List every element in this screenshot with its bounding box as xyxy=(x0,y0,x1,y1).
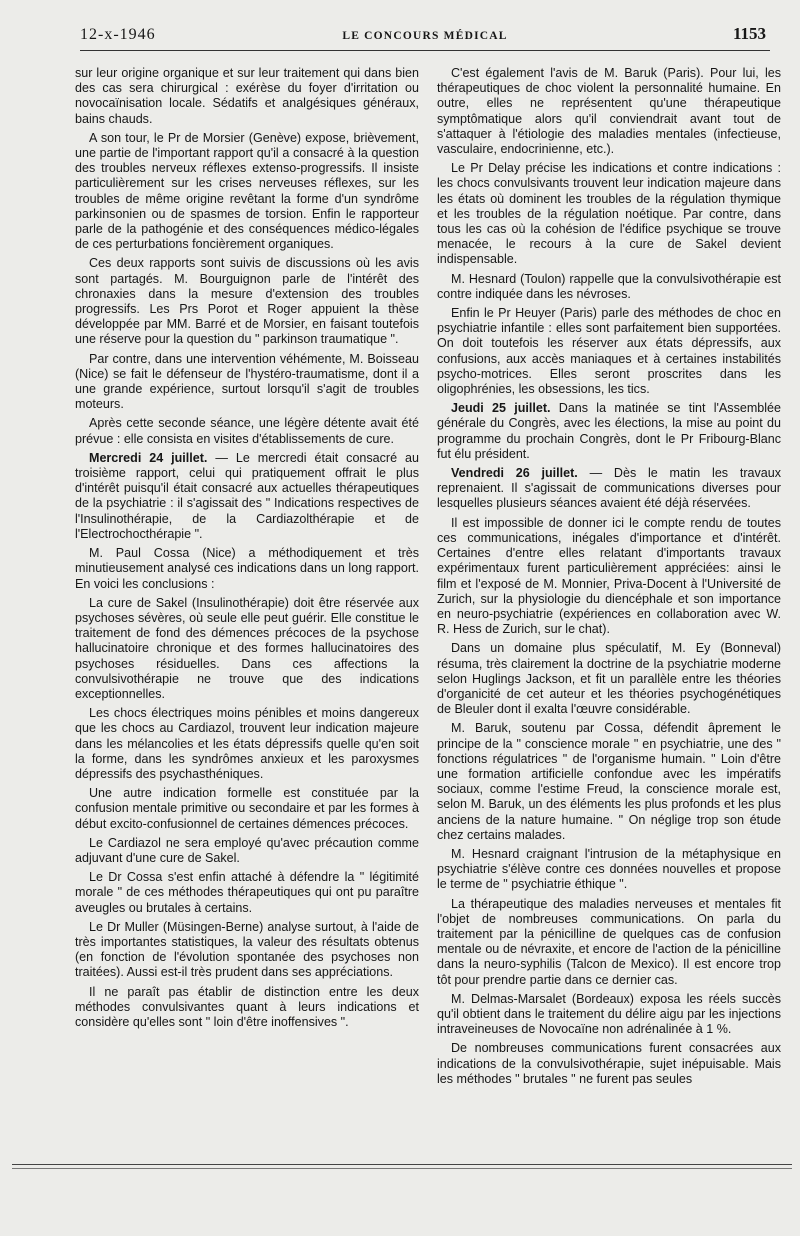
paragraph: Il ne paraît pas établir de distinction entre les deux méthodes convulsivantes quant à leurs indications et considère qu'elles sont " loin d'être inoffensives ". xyxy=(75,984,419,1029)
paragraph: Il est impossible de donner ici le compte rendu de toutes ces communications, inégales d'importance et d'intérêt. Certaines d'entre elles relatant d'importants travaux expérimentaux furent particulièrement appréciées: ainsi le film et l'exposé de M. Monnier, Priva-Docent à l'Université de Zurich, sur la physiologie du diencéphale et son importance en neuro-psychiatrie (expériences en collaboration avec W. R. Hess de Zurich, sur le chat). xyxy=(437,515,781,637)
paragraph-thursday xyxy=(437,401,781,462)
paragraph: Le Dr Muller (Müsingen-Berne) analyse surtout, à l'aide de très importantes statistiques, la valeur des résultats obtenus (en fonction de l'évolution spontanée des psychoses non traitées). Aussi est-il très prudent dans ses appréciations. xyxy=(75,919,419,980)
page-number: 1153 xyxy=(732,24,766,43)
paragraph: Le Dr Cossa s'est enfin attaché à défendre la " légitimité morale " de ces méthodes thérapeutiques qui ont pu paraître aveugles ou brutales à certains. xyxy=(75,870,419,915)
day-heading: Jeudi 25 juillet. xyxy=(451,401,551,416)
paragraph-friday xyxy=(437,466,781,512)
issue-date: 12-x-1946 xyxy=(80,26,156,43)
paragraph: M. Paul Cossa (Nice) a méthodiquement et très minutieusement analysé ces indications dans un long rapport. En voici les conclusions : xyxy=(75,546,419,591)
paragraph: A son tour, le Pr de Morsier (Genève) expose, brièvement, une partie de l'important rapport qu'il a consacré à la question des troubles nerveux réflexes extenso-progressifs. Il insiste particulièrement sur les crises nerveuses réflexes, sur les troubles de même origine revêtant la forme d'un syndrôme parkinsonien ou de spasmes de torsion. Enfin le rapporteur parle de la pathogénie et des conséquences médico-légales de ces perturbations foncièrement organiques. xyxy=(75,130,419,252)
paragraph: Une autre indication formelle est constituée par la confusion mentale primitive ou secondaire et par les formes à début excito-confusionnel de certaines démences précoces. xyxy=(75,786,419,831)
paragraph: De nombreuses communications furent consacrées aux indications de la convulsivothérapie, sujet inépuisable. Mais les méthodes " brutales " ne furent pas seules xyxy=(437,1041,781,1086)
day-heading: Vendredi 26 juillet. xyxy=(451,466,578,481)
paragraph: M. Delmas-Marsalet (Bordeaux) exposa les réels succès qu'il obtient dans le traitement du délire aigu par les injections intraveineuses de Novocaïne non adrénalinée à 1 %. xyxy=(437,991,781,1037)
paragraph: Enfin le Pr Heuyer (Paris) parle des méthodes de choc en psychiatrie infantile : elles sont parfaitement bien supportées. On doit toutefois les réserver aux états dépressifs, aux confusions, aux accès maniaques et à certaines instabilités psycho-motrices. Elles seront proscrites dans les oligophrénies, les obsessions, les tics. xyxy=(437,306,781,397)
day-heading: Mercredi 24 juillet. xyxy=(89,450,208,465)
paragraph: Après cette seconde séance, une légère détente avait été prévue : elle consista en visites d'établissements de cure. xyxy=(75,416,419,446)
left-column xyxy=(75,66,419,1034)
paragraph: Par contre, dans une intervention véhémente, M. Boisseau (Nice) se fait le défenseur de l'hystéro-traumatisme, dont il a une grande expérience, surtout lorsqu'il s'agit de troubles moteurs. xyxy=(75,351,419,412)
footer-rule xyxy=(12,1168,792,1169)
paragraph: La cure de Sakel (Insulinothérapie) doit être réservée aux psychoses sévères, où seule elle peut guérir. Elle constitue le traitement de fond des démences précoces de la psychose hallucinatoire chronique et des formes hallucinatoires des psychoses résiduelles. Dans ces affections la convulsivothérapie ne trouve que des indications exceptionnelles. xyxy=(75,595,419,701)
footer-rule xyxy=(12,1164,792,1165)
paragraph: La thérapeutique des maladies nerveuses et mentales fit l'objet de nombreuses communications. On parla du traitement par la pénicilline de quelques cas de confusion mentale ou de névraxite, et encore de l'action de la pénicilline dans la neuro-syphilis (Talcon de Mexico). Il est encore trop tôt pour prendre partie dans ce dernier cas. xyxy=(437,896,781,987)
page-header xyxy=(80,24,770,51)
paragraph-wednesday xyxy=(75,451,419,542)
paragraph: sur leur origine organique et sur leur traitement qui dans bien des cas sera chirurgical : exérèse du foyer d'irritation ou novocaïnisation locale. Sédatifs et analgésiques généraux, bains chauds. xyxy=(75,66,419,126)
right-column xyxy=(437,66,781,1091)
paragraph-text: — Le mercredi était consacré au troisième rapport, celui qui pratiquement offrait le plus d'intérêt puisqu'il était consacré aux actuelles thérapeutiques de la psychiatrie : il s'agissait des " Indications respectives de l'Insulinothérapie, de la Cardiazolthérapie et de l'Electrochocthérapie ". xyxy=(75,450,419,541)
paragraph-text: Dans la matinée se tint l'Assemblée générale du Congrès, avec les élections, la mise au point du programme du prochain Congrès, dont le Pr Fribourg-Blanc fut élu président. xyxy=(437,401,781,461)
journal-title: LE CONCOURS MÉDICAL xyxy=(342,30,508,42)
paragraph: C'est également l'avis de M. Baruk (Paris). Pour lui, les thérapeutiques de choc violent la personnalité humaine. En outre, elles ne représentent qu'une thérapeutique symptômatique alors qu'il conviendrait avant tout de s'attaquer à l'étiologie des maladies mentales (infectieuse, vasculaire, endocrinienne, etc.). xyxy=(437,66,781,157)
paragraph: Dans un domaine plus spéculatif, M. Ey (Bonneval) résuma, très clairement la doctrine de la psychiatrie moderne selon Huglings Jackson, et fit un parallèle entre les théories d'organicité de cet auteur et les théories psychogénétiques de Bleuler dont il exalta l'œuvre considérable. xyxy=(437,641,781,717)
paragraph: M. Hesnard craignant l'intrusion de la métaphysique en psychiatrie s'élève contre ces données nouvelles et propose le terme de " psychiatrie éthique ". xyxy=(437,846,781,892)
paragraph: M. Baruk, soutenu par Cossa, défendit âprement le principe de la " conscience morale " en psychiatrie, une des " fonctions régulatrices " de l'organisme humain. " Loin d'être une formation artificielle confondue avec les impératifs sociaux, comme l'estime Freud, la conscience morale est, selon M. Baruk, un des éléments les plus profonds et les plus anciens de la nature humaine. " On néglige trop son étude chez certains malades. xyxy=(437,721,781,842)
paragraph: M. Hesnard (Toulon) rappelle que la convulsivothérapie est contre indiquée dans les névroses. xyxy=(437,271,781,301)
paragraph-text: — Dès le matin les travaux reprenaient. Il s'agissait de communications diverses pour lesquelles plusieurs séances avaient été déjà réservées. xyxy=(437,466,782,511)
paragraph: Les chocs électriques moins pénibles et moins dangereux que les chocs au Cardiazol, trouvent leur indication majeure dans les mélancolies et les états dépressifs quelle qu'en soit la forme, dans les syndrômes anxieux et les paroxysmes dépressifs des psychasthéniques. xyxy=(75,706,419,781)
paragraph: Le Pr Delay précise les indications et contre indications : les chocs convulsivants trouvent leur indication majeure dans les états où dominent les troubles de la régulation thymique et les troubles de la régulation noétique. Par contre, dans tous les cas où la cohésion de l'édifice psychique se trouve menacée, le recours à la cure de Sakel devient indispensable. xyxy=(437,161,781,267)
paragraph: Le Cardiazol ne sera employé qu'avec précaution comme adjuvant d'une cure de Sakel. xyxy=(75,835,419,865)
paragraph: Ces deux rapports sont suivis de discussions où les avis sont partagés. M. Bourguignon parle de l'intérêt des chronaxies dans la mesure d'extension des troubles progressifs. Les Prs Porot et Roger appuient la thèse développée par MM. Barré et de Morsier, en faisant toutefois une réserve pour la question du " parkinson traumatique ". xyxy=(75,256,419,347)
